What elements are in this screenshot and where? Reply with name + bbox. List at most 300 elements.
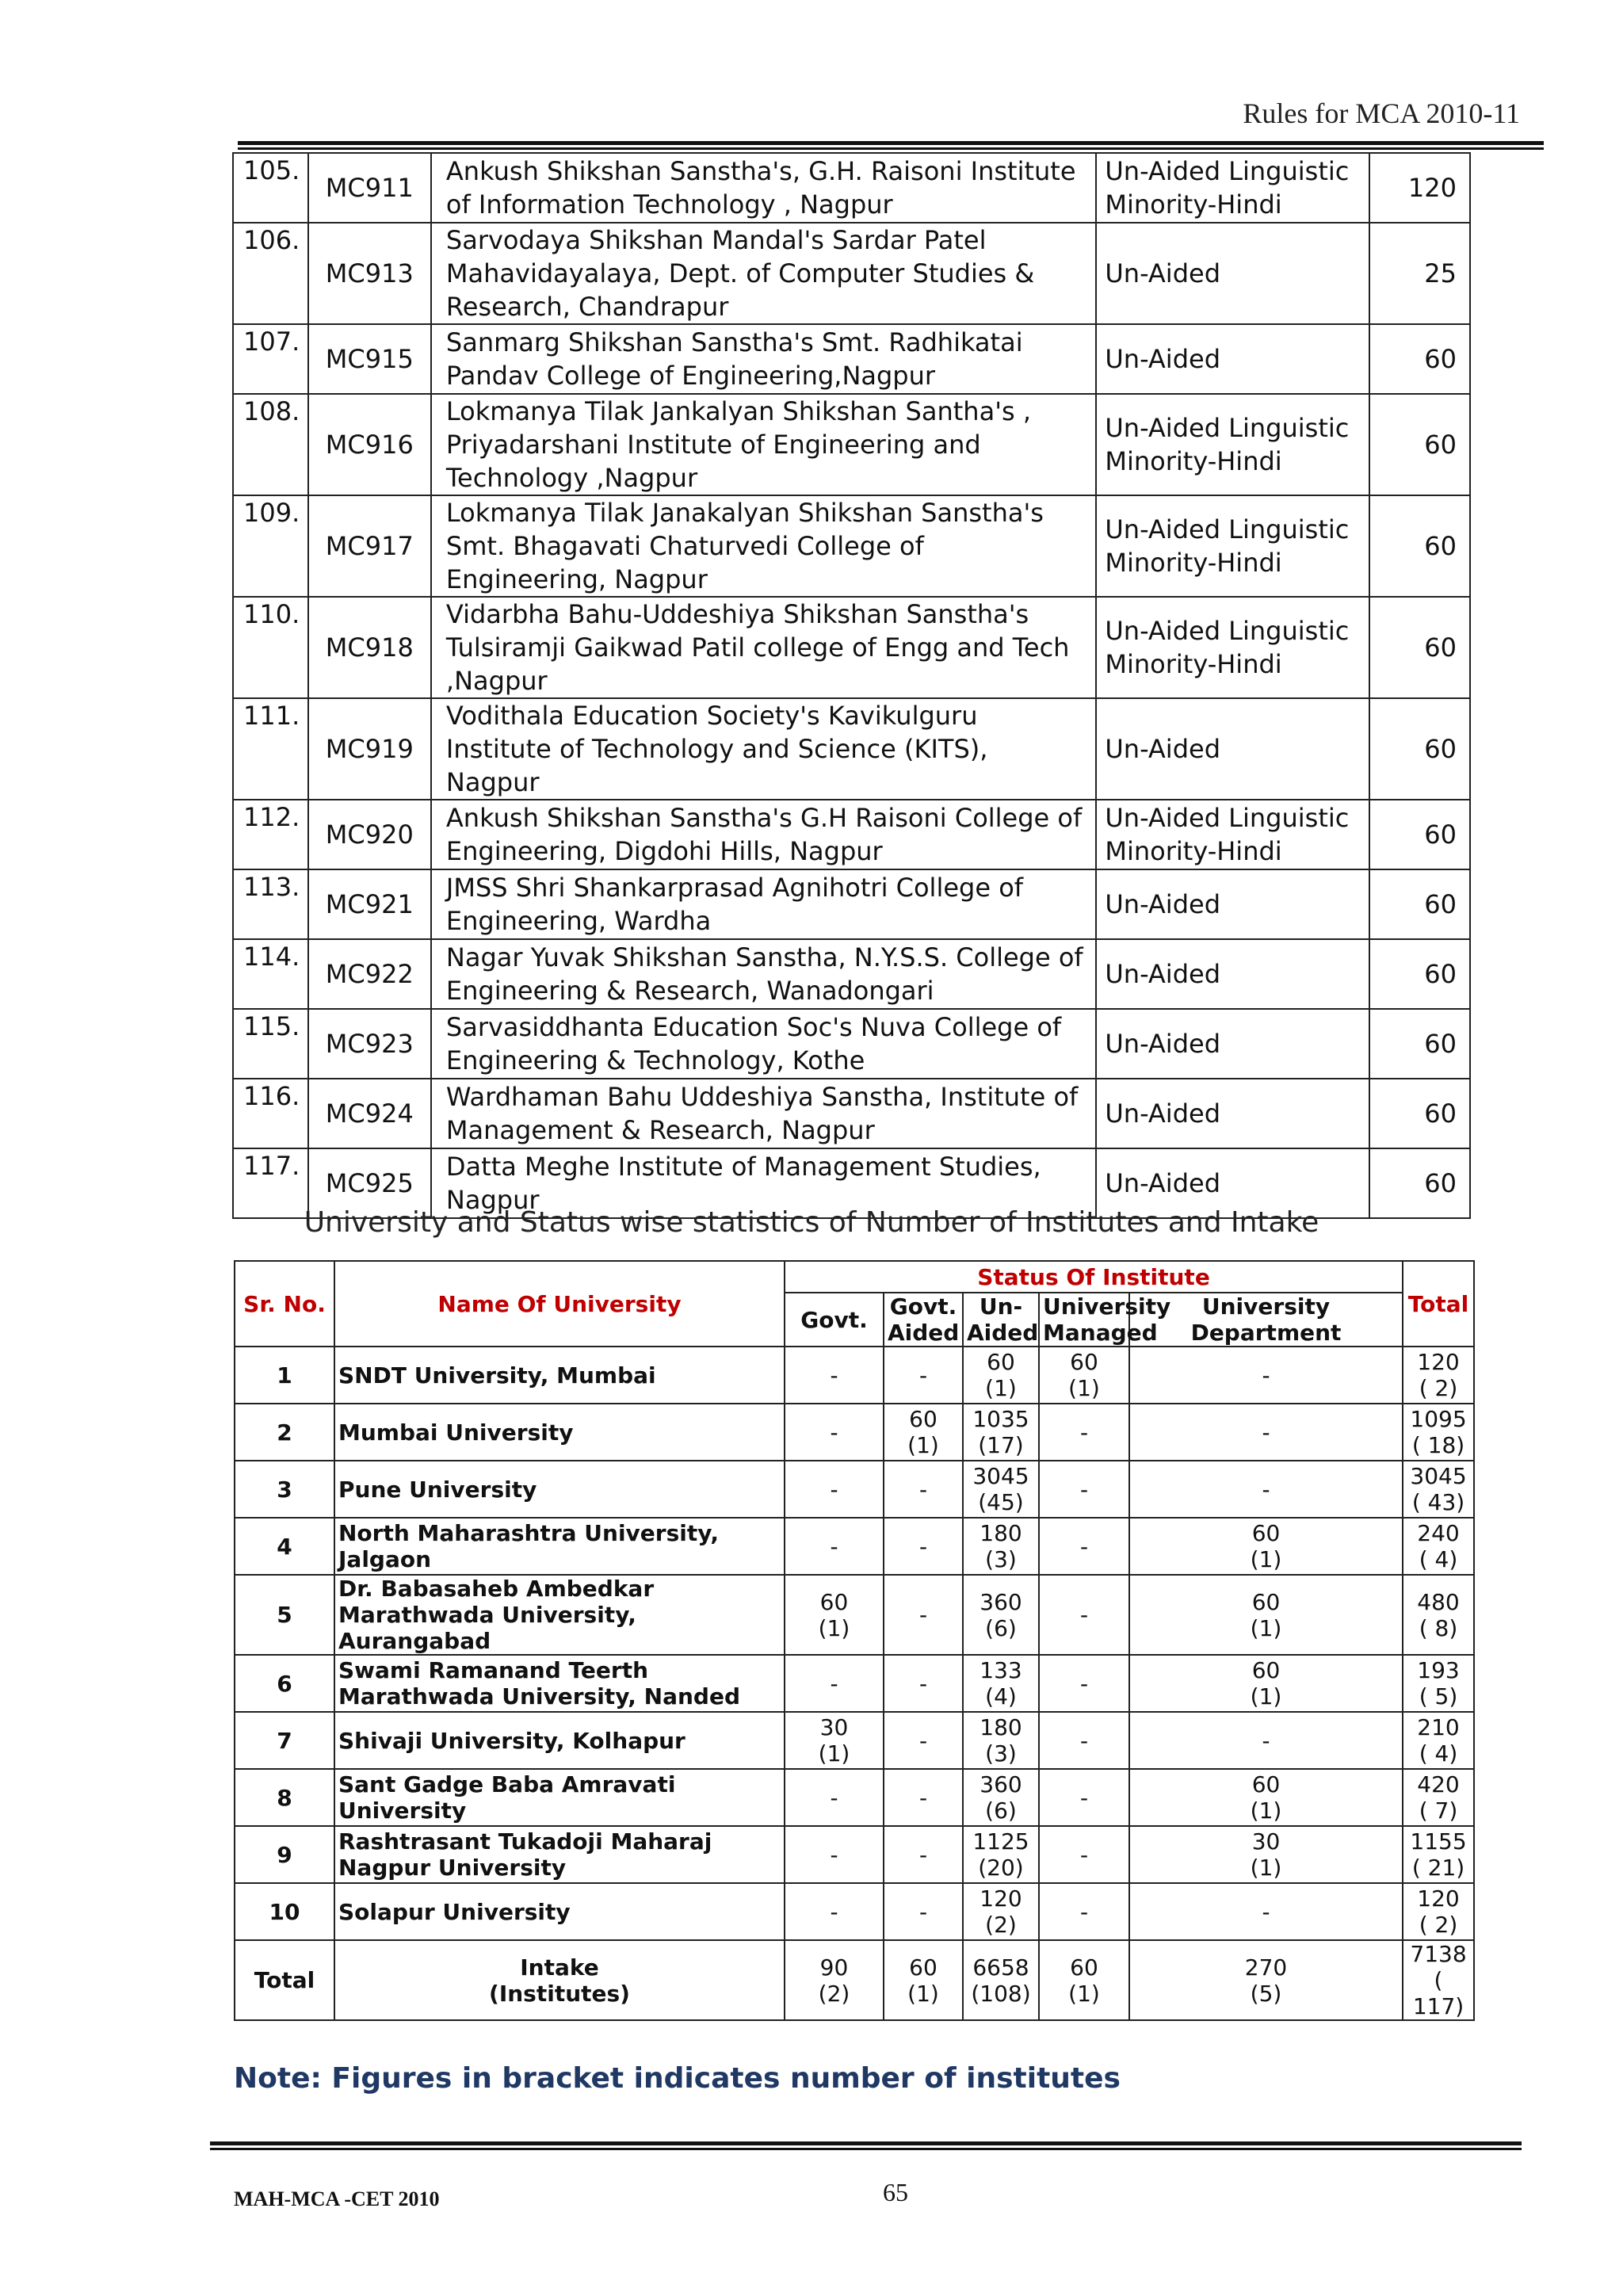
cell-line: 60 [1070,1954,1098,1981]
cell-line: (1) [1250,1855,1282,1881]
college-intake: 25 [1369,223,1470,324]
cell-line: (108) [971,1980,1031,2007]
college-name: Sanmarg Shikshan Sanstha's Smt. Radhikatai Pandav College of Engineering,Nagpur [431,324,1096,394]
cell-line: - [1262,1362,1270,1389]
cell-line: 60 [909,1406,938,1432]
header-university-department: University Department [1129,1293,1403,1347]
cell-line: - [918,1670,928,1697]
college-status: Un-Aided [1096,698,1369,800]
college-sr-no: 108. [233,394,308,495]
cell-line: (1) [1250,1546,1282,1572]
cell-line: - [1079,1784,1089,1811]
cell-line: - [830,1476,838,1503]
college-code: MC919 [308,698,431,800]
stat-govt [785,1518,884,1575]
stat-un-aided [963,1712,1039,1769]
cell-line: 193 [1417,1657,1460,1683]
page-number: 65 [883,2178,908,2206]
college-status: Un-Aided [1096,223,1369,324]
cell-line: 30 [1251,1828,1281,1855]
stats-title: University and Status wise statistics of Number of Institutes and Intake [304,1206,1319,1239]
stat-un-aided [963,1575,1039,1655]
cell-line: (1) [1250,1797,1282,1824]
cell-line: 120 [1417,1885,1460,1912]
college-intake: 60 [1369,394,1470,495]
stat-govt-aided [884,1461,963,1518]
cell-line: (1) [907,1980,939,2007]
college-sr-no: 116. [233,1079,308,1148]
stat-govt [785,1826,884,1883]
college-status: Un-Aided Linguistic Minority-Hindi [1096,495,1369,597]
stat-govt [785,1347,884,1404]
college-code: MC918 [308,597,431,698]
cell-line: (5) [1250,1980,1282,2007]
stat-un-aided [963,1347,1039,1404]
stats-sr-no: 7 [235,1712,334,1769]
stat-univ-dept [1129,1347,1403,1404]
stats-row [235,1575,1474,1655]
college-code: MC916 [308,394,431,495]
college-name: Lokmanya Tilak Janakalyan Shikshan Sanstha's Smt. Bhagavati Chaturvedi College of Engineering, Nagpur [431,495,1096,597]
header-sr-no: Sr. No. [235,1261,334,1347]
stat-un-aided [963,1461,1039,1518]
college-status: Un-Aided Linguistic Minority-Hindi [1096,394,1369,495]
college-code: MC911 [308,153,431,223]
cell-line: (3) [985,1740,1017,1767]
stat-univ-managed [1039,1712,1129,1769]
stat-total [1403,1461,1474,1518]
stat-univ-managed [1039,1575,1129,1655]
cell-line: (1) [1068,1375,1100,1401]
stats-table [234,1260,1475,2021]
stat-govt [785,1769,884,1826]
cell-line: 1155 [1410,1828,1467,1855]
stat-univ-dept [1129,1883,1403,1940]
college-row [233,698,1470,800]
stat-univ-managed [1039,1404,1129,1461]
stat-un-aided [963,1883,1039,1940]
college-row [233,869,1470,939]
cell-line: ( 2) [1419,1912,1458,1938]
stats-row [235,1347,1474,1404]
cell-line: - [830,1784,838,1811]
college-name: JMSS Shri Shankarprasad Agnihotri College of Engineering, Wardha [431,869,1096,939]
college-code: MC923 [308,1009,431,1079]
college-row [233,153,1470,223]
cell-line: - [1079,1476,1089,1503]
stats-row [235,1518,1474,1575]
college-intake: 60 [1369,939,1470,1009]
cell-line: - [1079,1533,1089,1560]
cell-line: - [918,1784,928,1811]
cell-line: 210 [1417,1714,1460,1740]
stat-total [1403,1575,1474,1655]
cell-line: (45) [978,1489,1024,1515]
college-sr-no: 114. [233,939,308,1009]
cell-line: ( 21) [1411,1855,1465,1881]
cell-line: (17) [978,1432,1024,1458]
college-status: Un-Aided [1096,869,1369,939]
college-status: Un-Aided [1096,1148,1369,1218]
college-sr-no: 105. [233,153,308,223]
cell-line: - [830,1533,838,1560]
cell-line: - [918,1602,928,1628]
cell-line: - [830,1362,838,1389]
stat-total [1403,1826,1474,1883]
cell-line: 6658 [972,1954,1029,1981]
college-code: MC913 [308,223,431,324]
stat-govt-aided [884,1769,963,1826]
cell-line: 240 [1417,1520,1460,1546]
college-name: Ankush Shikshan Sanstha's G.H Raisoni College of Engineering, Digdohi Hills, Nagpur [431,800,1096,869]
colleges-table [232,152,1471,1219]
cell-line: ( 43) [1411,1489,1465,1515]
cell-line: - [1262,1419,1270,1446]
college-name: Ankush Shikshan Sanstha's, G.H. Raisoni Institute of Information Technology , Nagpur [431,153,1096,223]
cell-line: ( 4) [1419,1546,1458,1572]
stats-row [235,1461,1474,1518]
stat-univ-managed [1039,1769,1129,1826]
college-row [233,1009,1470,1079]
stat-govt-aided [884,1826,963,1883]
stats-sr-no: 1 [235,1347,334,1404]
header-rule-thin [238,147,1544,150]
cell-line: 120 [980,1885,1022,1912]
stat-univ-managed [1039,1518,1129,1575]
college-intake: 120 [1369,153,1470,223]
footer-rule-thin [210,2148,1522,2150]
cell-line: 120 [1417,1349,1460,1375]
header-govt-aided: Govt. Aided [884,1293,963,1347]
cell-line: (1) [1068,1980,1100,2007]
cell-line: - [918,1898,928,1925]
cell-line: 60 [1251,1657,1281,1683]
university-name: Pune University [334,1461,785,1518]
stat-univ-dept [1129,1575,1403,1655]
cell-line: (4) [985,1683,1017,1710]
college-intake: 60 [1369,800,1470,869]
footer-left-text: MAH-MCA -CET 2010 [234,2187,440,2210]
cell-line: - [918,1362,928,1389]
header-rule-thick [238,141,1544,145]
total-govt-aided [884,1940,963,2020]
stat-govt-aided [884,1655,963,1712]
cell-line: 1095 [1410,1406,1467,1432]
stat-govt-aided [884,1883,963,1940]
college-name: Lokmanya Tilak Jankalyan Shikshan Santha's , Priyadarshani Institute of Engineering and Technology ,Nagpur [431,394,1096,495]
cell-line: (2) [818,1980,850,2007]
stat-un-aided [963,1769,1039,1826]
cell-line: 270 [1244,1954,1288,1981]
cell-line: - [918,1841,928,1868]
college-intake: 60 [1369,324,1470,394]
stats-row [235,1655,1474,1712]
college-sr-no: 107. [233,324,308,394]
cell-line: ( 2) [1419,1375,1458,1401]
stat-total [1403,1518,1474,1575]
stat-total [1403,1883,1474,1940]
stat-un-aided [963,1404,1039,1461]
university-name: Mumbai University [334,1404,785,1461]
stats-header-row-1 [235,1261,1474,1293]
stat-univ-dept [1129,1826,1403,1883]
stat-govt [785,1883,884,1940]
cell-line: 180 [980,1520,1022,1546]
college-intake: 60 [1369,1148,1470,1218]
cell-line: 420 [1417,1771,1460,1797]
cell-line: 360 [980,1588,1022,1615]
stat-total [1403,1655,1474,1712]
stats-total-row [235,1940,1474,2020]
stats-sr-no: 5 [235,1575,334,1655]
total-total [1403,1940,1474,2020]
cell-line: (20) [978,1855,1024,1881]
college-code: MC921 [308,869,431,939]
college-code: MC925 [308,1148,431,1218]
header-status-group: Status Of Institute [785,1261,1403,1293]
stat-total [1403,1712,1474,1769]
cell-line: 180 [980,1714,1022,1740]
cell-line: 60 [987,1349,1015,1375]
stat-govt-aided [884,1575,963,1655]
cell-line: (6) [985,1797,1017,1824]
cell-line: Intake [520,1954,599,1981]
college-status: Un-Aided [1096,324,1369,394]
header-total: Total [1403,1261,1474,1347]
stat-total [1403,1769,1474,1826]
note-text: Note: Figures in bracket indicates number of institutes [234,2062,1121,2095]
total-univ-dept [1129,1940,1403,2020]
college-row [233,1079,1470,1148]
college-name: Nagar Yuvak Shikshan Sanstha, N.Y.S.S. College of Engineering & Research, Wanadongari [431,939,1096,1009]
cell-line: ( 7) [1419,1797,1458,1824]
college-sr-no: 106. [233,223,308,324]
university-name: Shivaji University, Kolhapur [334,1712,785,1769]
college-sr-no: 110. [233,597,308,698]
college-code: MC924 [308,1079,431,1148]
college-intake: 60 [1369,869,1470,939]
stat-govt-aided [884,1712,963,1769]
stat-total [1403,1404,1474,1461]
cell-line: 60 [1251,1520,1281,1546]
college-status: Un-Aided Linguistic Minority-Hindi [1096,800,1369,869]
university-name: Swami Ramanand Teerth Marathwada University, Nanded [334,1655,785,1712]
cell-line: (1) [818,1614,850,1641]
cell-line: 30 [819,1714,849,1740]
stat-univ-managed [1039,1826,1129,1883]
stat-total [1403,1347,1474,1404]
stat-univ-dept [1129,1518,1403,1575]
total-description [334,1940,785,2020]
stat-govt-aided [884,1347,963,1404]
stats-row [235,1712,1474,1769]
cell-line: ( 117) [1412,1967,1465,2019]
college-name: Datta Meghe Institute of Management Studies, Nagpur [431,1148,1096,1218]
cell-line: - [1079,1670,1089,1697]
stat-govt [785,1712,884,1769]
college-name: Vodithala Education Society's Kavikulguru Institute of Technology and Science (KITS), Nagpur [431,698,1096,800]
total-univ-managed [1039,1940,1129,2020]
cell-line: (Institutes) [489,1980,630,2007]
running-header: Rules for MCA 2010-11 [1243,97,1520,129]
header-govt: Govt. [785,1293,884,1347]
stat-un-aided [963,1655,1039,1712]
stats-table-body [235,1261,1474,2020]
total-govt [785,1940,884,2020]
footer-rule-thick [210,2141,1522,2145]
college-status: Un-Aided [1096,1009,1369,1079]
college-sr-no: 112. [233,800,308,869]
university-name: Dr. Babasaheb Ambedkar Marathwada University, Aurangabad [334,1575,785,1655]
college-intake: 60 [1369,1009,1470,1079]
college-status: Un-Aided [1096,1079,1369,1148]
cell-line: - [1079,1419,1089,1446]
university-name: SNDT University, Mumbai [334,1347,785,1404]
college-intake: 60 [1369,495,1470,597]
college-sr-no: 115. [233,1009,308,1079]
cell-line: - [918,1533,928,1560]
college-row [233,223,1470,324]
cell-line: (3) [985,1546,1017,1572]
college-row [233,495,1470,597]
stats-row [235,1404,1474,1461]
cell-line: - [830,1670,838,1697]
college-code: MC915 [308,324,431,394]
college-sr-no: 117. [233,1148,308,1218]
stat-govt [785,1404,884,1461]
college-row [233,800,1470,869]
cell-line: 480 [1417,1588,1460,1615]
cell-line: - [1079,1898,1089,1925]
cell-line: 133 [980,1657,1022,1683]
college-name: Vidarbha Bahu-Uddeshiya Shikshan Sanstha's Tulsiramji Gaikwad Patil college of Engg and Tech ,Nagpur [431,597,1096,698]
stat-univ-managed [1039,1347,1129,1404]
stats-sr-no: 8 [235,1769,334,1826]
college-name: Wardhaman Bahu Uddeshiya Sanstha, Institute of Management & Research, Nagpur [431,1079,1096,1148]
cell-line: 60 [819,1588,849,1615]
stat-govt-aided [884,1404,963,1461]
college-code: MC922 [308,939,431,1009]
header-un-aided: Un- Aided [963,1293,1039,1347]
cell-line: 60 [1251,1771,1281,1797]
stat-un-aided [963,1518,1039,1575]
cell-line: - [1262,1476,1270,1503]
total-label: Total [235,1940,334,2020]
cell-line: 60 [909,1954,938,1981]
cell-line: (2) [985,1912,1017,1938]
stats-row [235,1769,1474,1826]
college-row [233,939,1470,1009]
stat-govt [785,1655,884,1712]
cell-line: - [1262,1727,1270,1754]
cell-line: ( 8) [1419,1614,1458,1641]
stat-govt [785,1575,884,1655]
cell-line: - [830,1841,838,1868]
college-status: Un-Aided Linguistic Minority-Hindi [1096,597,1369,698]
cell-line: (1) [907,1432,939,1458]
college-status: Un-Aided Linguistic Minority-Hindi [1096,153,1369,223]
college-name: Sarvasiddhanta Education Soc's Nuva College of Engineering & Technology, Kothe [431,1009,1096,1079]
stats-row [235,1826,1474,1883]
cell-line: (1) [1250,1614,1282,1641]
college-row [233,597,1470,698]
stat-govt-aided [884,1518,963,1575]
college-code: MC917 [308,495,431,597]
stats-sr-no: 10 [235,1883,334,1940]
college-name: Sarvodaya Shikshan Mandal's Sardar Patel Mahavidayalaya, Dept. of Computer Studies & Research, Chandrapur [431,223,1096,324]
university-name: Sant Gadge Baba Amravati University [334,1769,785,1826]
stat-univ-dept [1129,1404,1403,1461]
cell-line: ( 18) [1411,1432,1465,1458]
stats-sr-no: 2 [235,1404,334,1461]
cell-line: - [918,1476,928,1503]
college-code: MC920 [308,800,431,869]
cell-line: ( 4) [1419,1740,1458,1767]
stat-univ-managed [1039,1655,1129,1712]
college-sr-no: 113. [233,869,308,939]
cell-line: - [1262,1898,1270,1925]
cell-line: - [1079,1841,1089,1868]
cell-line: 60 [1070,1349,1098,1375]
cell-line: - [830,1898,838,1925]
college-sr-no: 111. [233,698,308,800]
stat-un-aided [963,1826,1039,1883]
cell-line: ( 5) [1419,1683,1458,1710]
cell-line: 7138 [1410,1941,1467,1967]
university-name: North Maharashtra University, Jalgaon [334,1518,785,1575]
college-sr-no: 109. [233,495,308,597]
stat-univ-managed [1039,1461,1129,1518]
cell-line: - [1079,1727,1089,1754]
cell-line: 360 [980,1771,1022,1797]
university-name: Solapur University [334,1883,785,1940]
college-intake: 60 [1369,597,1470,698]
stat-univ-dept [1129,1655,1403,1712]
cell-line: (1) [818,1740,850,1767]
cell-line: (1) [1250,1683,1282,1710]
college-row [233,394,1470,495]
total-un-aided [963,1940,1039,2020]
cell-line: 60 [1251,1588,1281,1615]
university-name: Rashtrasant Tukadoji Maharaj Nagpur University [334,1826,785,1883]
cell-line: 3045 [1410,1463,1467,1489]
cell-line: 1035 [972,1406,1029,1432]
college-row [233,324,1470,394]
header-university-managed: University Managed [1039,1293,1129,1347]
stats-row [235,1883,1474,1940]
college-intake: 60 [1369,698,1470,800]
cell-line: 3045 [972,1463,1029,1489]
college-intake: 60 [1369,1079,1470,1148]
cell-line: 90 [819,1954,849,1981]
stats-sr-no: 3 [235,1461,334,1518]
stats-sr-no: 4 [235,1518,334,1575]
cell-line: 1125 [972,1828,1029,1855]
college-status: Un-Aided [1096,939,1369,1009]
stat-univ-dept [1129,1712,1403,1769]
cell-line: - [830,1419,838,1446]
header-university: Name Of University [334,1261,785,1347]
colleges-table-body [233,153,1470,1218]
stat-univ-dept [1129,1461,1403,1518]
stat-univ-managed [1039,1883,1129,1940]
stat-govt [785,1461,884,1518]
cell-line: (1) [985,1375,1017,1401]
stats-sr-no: 6 [235,1655,334,1712]
cell-line: (6) [985,1614,1017,1641]
stat-univ-dept [1129,1769,1403,1826]
cell-line: - [918,1727,928,1754]
